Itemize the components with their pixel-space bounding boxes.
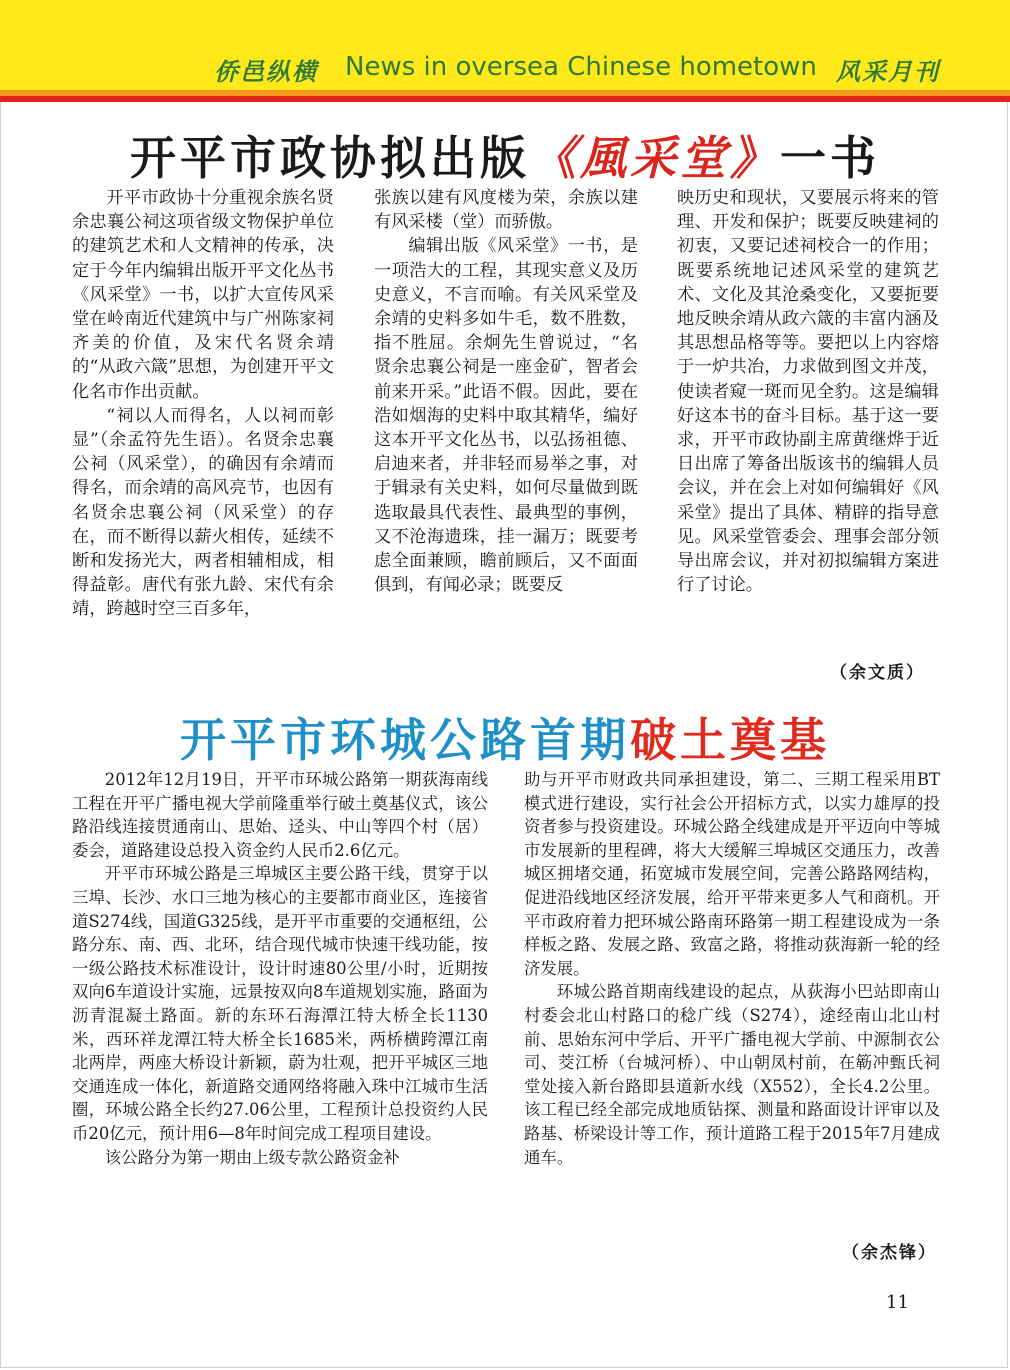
article2-column-2: [524, 768, 940, 1169]
header-magazine-name: 风采月刊: [836, 57, 940, 86]
article2-title: [0, 704, 1010, 770]
paragraph: 张族以建有风度楼为荣，余族以建有风采楼（堂）而骄傲。: [374, 188, 638, 233]
paragraph: 助与开平市财政共同承担建设，第二、三期工程采用BT模式进行建设，实行社会公开招标方式，以实力雄厚的投资者参与投资建设。环城公路全线建成是开平迈向中等城市发展新的里程碑，将大大缓解三埠城区交通压力，改善城区拥堵交通，拓宽城市发展空间，完善公路路网结构，促进沿线地区经济发展，给开平带来更多人气和商机。开平市政府着力把环城公路南环路第一期工程建设成为一条样板之路、发展之路、致富之路，将推动荻海新一轮的经济发展。: [524, 770, 940, 978]
article1-title-end: 一书: [780, 131, 880, 185]
article1-column-3: [677, 186, 939, 597]
article1-column-1: [72, 186, 334, 622]
header-stripe-red: [0, 96, 1010, 102]
article2-title-blue: 开平市环城公路首期: [180, 713, 630, 767]
paragraph: “祠以人而得名，人以祠而彰显”（余孟符先生语）。名贤余忠襄公祠（风采堂），的确因有余靖而得名，而余靖的高风亮节，也因有名贤余忠襄公祠（风采堂）的存在，而不断得以薪火相传，延续不断和发扬光大，两者相辅相成，相得益彰。唐代有张九龄、宋代有余靖，跨越时空三百多年，: [72, 405, 334, 620]
article1-title-plain: 开平市政协拟出版: [130, 131, 530, 185]
paragraph: 映历史和现状，又要展示将来的管理、开发和保护；既要反映建祠的初衷，又要记述祠校合一的作用；既要系统地记述风采堂的建筑艺术、文化及其沧桑变化，又要扼要地反映余靖从政六箴的丰富内涵及其思想品格等等。要把以上内容熔于一炉共冶，力求做到图文并茂，使读者窥一斑而见全豹。这是编辑好这本书的奋斗目标。基于这一要求，开平市政协副主席黄继烨于近日出席了筹备出版该书的编辑人员会议，并在会上对如何编辑好《风采堂》提出了具体、精辟的指导意见。风采堂管委会、理事会部分领导出席会议，并对初拟编辑方案进行了讨论。: [677, 188, 939, 596]
article1-column-2: [374, 186, 638, 597]
paragraph: 2012年12月19日，开平市环城公路第一期荻海南线工程在开平广播电视大学前隆重举行破土奠基仪式，该公路沿线连接贯通南山、思始、迳头、中山等四个村（居）委会，道路建设总投入资金约人民币2.6亿元。: [72, 770, 488, 860]
header-section-name: 侨邑纵横: [214, 57, 318, 86]
article2-title-red: 破土奠基: [630, 713, 830, 767]
paragraph: 开平市环城公路是三埠城区主要公路干线，贯穿于以三埠、长沙、水口三地为核心的主要都市商业区，连接省道S274线，国道G325线，是开平市重要的交通枢纽，公路分东、南、西、北环，结合现代城市快速干线功能，按一级公路技术标准设计，设计时速80公里/小时，近期按双向6车道设计实施，远景按双向8车道规划实施，路面为沥青混凝土路面。新的东环石海潭江特大桥全长1130米，西环祥龙潭江特大桥全长1685米，两桥横跨潭江南北两岸，两座大桥设计新颖，蔚为壮观，把开平城区三地交通连成一体化，新道路交通网络将融入珠中江城市生活圈，环城公路全长约27.06公里，工程预计总投资约人民币20亿元，预计用6—8年时间完成工程项目建设。: [72, 864, 488, 1143]
page-number: 11: [886, 1292, 909, 1313]
article1-byline: （余文质）: [830, 663, 925, 683]
article2-byline: （余杰锋）: [842, 1243, 937, 1263]
paragraph: 环城公路首期南线建设的起点，从荻海小巴站即南山村委会北山村路口的稔广线（S274），途经南山北山村前、思始东河中学后、开平广播电视大学前、中源制衣公司、茭江桥（台城河桥）、中山朝凤村前，在簕冲甄氏祠堂处接入新台路即县道新水线（X552），全长4.2公里。该工程已经全部完成地质钻探、测量和路面设计评审以及路基、桥梁设计等工作，预计道路工程于2015年7月建成通车。: [524, 982, 940, 1167]
article2-column-1: [72, 768, 488, 1169]
paragraph: 该公路分为第一期由上级专款公路资金补: [104, 1147, 400, 1167]
article1-title-book: 《風采堂》: [530, 131, 780, 185]
article1-title: [0, 122, 1010, 188]
paragraph: 开平市政协十分重视余族名贤余忠襄公祠这项省级文物保护单位的建筑艺术和人文精神的传承，决定于今年内编辑出版开平文化丛书《风采堂》一书，以扩大宣传风采堂在岭南近代建筑中与广州陈家祠齐美的价值，及宋代名贤余靖的“从政六箴”思想，为创建开平文化名市作出贡献。: [72, 188, 334, 402]
paragraph: 编辑出版《风采堂》一书，是一项浩大的工程，其现实意义及历史意义，不言而喻。有关风采堂及余靖的史料多如牛毛，数不胜数，指不胜屈。余炯先生曾说过，“名贤余忠襄公祠是一座金矿，智者会前来开采。”此语不假。因此，要在浩如烟海的史料中取其精华，编好这本开平文化丛书，以弘扬祖德、启迪来者，并非轻而易举之事，对于辑录有关史料，如何尽量做到既选取最具代表性、最典型的事例，又不沧海遗珠，挂一漏万；既要考虑全面兼顾，瞻前顾后，又不面面俱到，有闻必录；既要反: [374, 236, 638, 596]
running-header: [0, 52, 1010, 86]
header-english-title: News in oversea Chinese hometown: [345, 52, 817, 82]
